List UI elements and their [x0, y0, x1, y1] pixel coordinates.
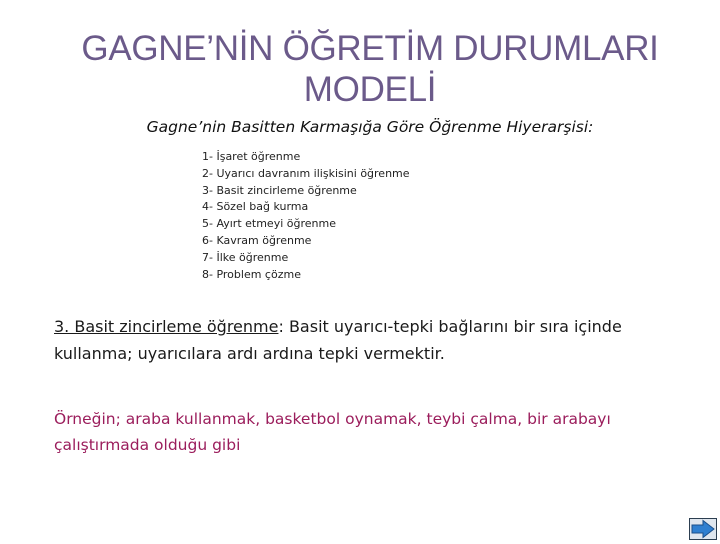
hierarchy-item: 8- Problem çözme — [202, 267, 301, 281]
hierarchy-item: 5- Ayırt etmeyi öğrenme — [202, 217, 336, 231]
definition-separator: : — [278, 317, 289, 336]
next-arrow-icon — [689, 518, 717, 540]
slide-title-line-2: MODELİ — [303, 70, 437, 109]
hierarchy-item: 2- Uyarıcı davranım ilişkisini öğrenme — [202, 166, 410, 180]
next-slide-button[interactable] — [689, 518, 717, 540]
hierarchy-item: 7- İlke öğrenme — [202, 250, 289, 264]
hierarchy-list — [202, 149, 410, 283]
definition-text: Basit uyarıcı-tepki bağlarını bir sıra içinde kullanma; uyarıcılara ardı ardına tepki vermektir. — [54, 317, 622, 363]
example-paragraph: Örneğin; araba kullanmak, basketbol oynamak, teybi çalma, bir arabayı çalıştırmada olduğu gibi — [54, 410, 611, 454]
slide-title — [40, 28, 700, 110]
hierarchy-item: 6- Kavram öğrenme — [202, 233, 312, 247]
slide-subtitle: Gagne’nin Basitten Karmaşığa Göre Öğrenme Hiyerarşisi: — [146, 118, 594, 136]
hierarchy-item: 4- Sözel bağ kurma — [202, 200, 309, 214]
hierarchy-item: 1- İşaret öğrenme — [202, 150, 301, 163]
hierarchy-item: 3- Basit zincirleme öğrenme — [202, 183, 357, 197]
slide-title-line-1: GAGNE’NİN ÖĞRETİM DURUMLARI — [81, 29, 659, 68]
definition-paragraph — [54, 313, 694, 367]
definition-term: 3. Basit zincirleme öğrenme — [54, 317, 279, 336]
